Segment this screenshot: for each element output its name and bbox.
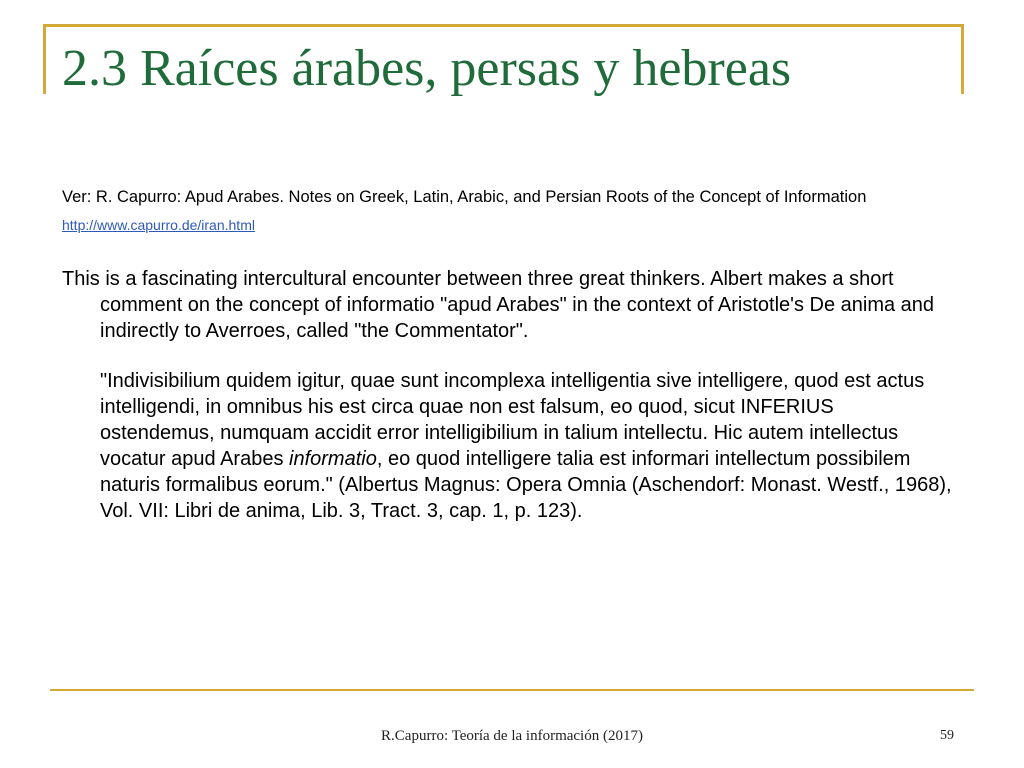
slide-title: 2.3 Raíces árabes, persas y hebreas <box>62 40 792 97</box>
footer-caption: R.Capurro: Teoría de la información (2017) <box>381 728 643 744</box>
left-frame-line <box>43 24 46 94</box>
right-frame-line <box>961 24 964 94</box>
body-paragraph: This is a fascinating intercultural encounter between three great thinkers. Albert makes a short comment on the concept of informatio "apud Arabes" in the context of Aristotle's De anima and indirectly to Averroes, called "the Commentator". <box>62 268 935 342</box>
top-frame-line <box>43 24 964 27</box>
reference-text: Ver: R. Capurro: Apud Arabes. Notes on Greek, Latin, Arabic, and Persian Roots of the Concept of Information <box>62 188 867 206</box>
slide-content <box>62 185 952 524</box>
footer-divider <box>50 689 974 691</box>
quote-italic-term: informatio <box>289 448 377 470</box>
quote-part-2: , eo quod intelligere talia est informari intellectum possibilem naturis formalibus eorum." (Albertus Magnus: Opera Omnia (Aschendorf: Monast. Westf., 1968), Vol. VII: Libri de anima, Lib. 3, Tract. 3, cap. 1, p. 123). <box>100 448 952 522</box>
page-number: 59 <box>940 728 954 743</box>
reference-link[interactable]: http://www.capurro.de/iran.html <box>62 217 255 233</box>
quote-part-1: "Indivisibilium quidem igitur, quae sunt incomplexa intelligentia sive intelligere, quod est actus intelligendi, in omnibus his est circa quae non est falsum, eo quod, sicut INFERIUS ostendemus, numquam accidit error intelligibilium in talium intellectu. Hic autem intellectus vocatur apud Arabes <box>100 370 925 470</box>
latin-quote <box>100 368 952 524</box>
